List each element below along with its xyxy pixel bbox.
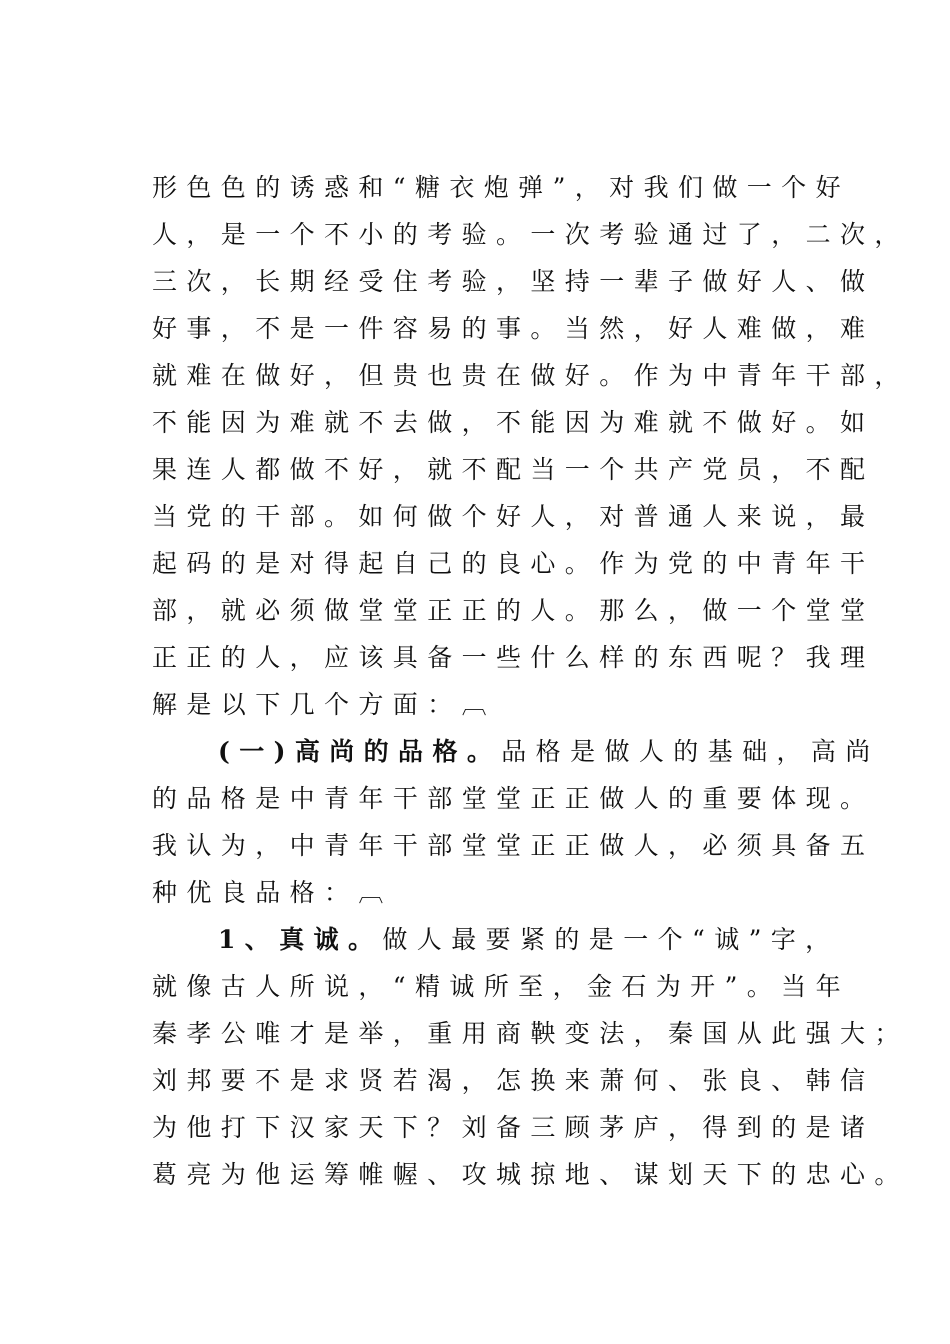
section-heading-line [152, 728, 880, 775]
text-line: 刘邦要不是求贤若渴，怎换来萧何、张良、韩信 [152, 1066, 875, 1095]
text-line: 果连人都做不好，就不配当一个共产党员，不配 [152, 455, 875, 484]
text-line: 形色色的诱惑和“糖衣炮弹”，对我们做一个好 [152, 173, 850, 202]
text-line: 就像古人所说，“精诚所至，金石为开”。当年 [152, 972, 850, 1001]
text-line: 当党的干部。如何做个好人，对普通人来说，最 [152, 502, 875, 531]
item-heading-line [152, 916, 872, 963]
item-text: 做人最要紧的是一个“诚”字， [382, 925, 840, 954]
text-line: 我认为，中青年干部堂堂正正做人，必须具备五 [152, 831, 875, 860]
text-line: 就难在做好，但贵也贵在做好。作为中青年干部， [152, 361, 909, 390]
text-line: 起码的是对得起自己的良心。作为党的中青年干 [152, 549, 875, 578]
text-line: 人，是一个不小的考验。一次考验通过了，二次， [152, 220, 909, 249]
text-line: 葛亮为他运筹帷幄、攻城掠地、谋划天下的忠心。 [152, 1160, 909, 1189]
text-line: 的品格是中青年干部堂堂正正做人的重要体现。 [152, 784, 875, 813]
text-line: 秦孝公唯才是举，重用商鞅变法，秦国从此强大； [152, 1019, 909, 1048]
text-line: 三次，长期经受住考验，坚持一辈子做好人、做 [152, 267, 875, 296]
text-line: 不能因为难就不去做，不能因为难就不做好。如 [152, 408, 875, 437]
text-line: 为他打下汉家天下？刘备三顾茅庐，得到的是诸 [152, 1113, 875, 1142]
text-line: 正正的人，应该具备一些什么样的东西呢？我理 [152, 643, 875, 672]
section-text: 品格是做人的基础，高尚 [501, 737, 880, 766]
item-heading: 1、真诚。 [218, 925, 383, 954]
body-text [152, 164, 909, 1198]
text-line: 种优良品格：︹ [152, 878, 393, 907]
text-line: 解是以下几个方面：︹ [152, 690, 497, 719]
text-line: 好事，不是一件容易的事。当然，好人难做，难 [152, 314, 875, 343]
section-heading: (一)高尚的品格。 [218, 737, 502, 766]
text-line: 部，就必须做堂堂正正的人。那么，做一个堂堂 [152, 596, 875, 625]
